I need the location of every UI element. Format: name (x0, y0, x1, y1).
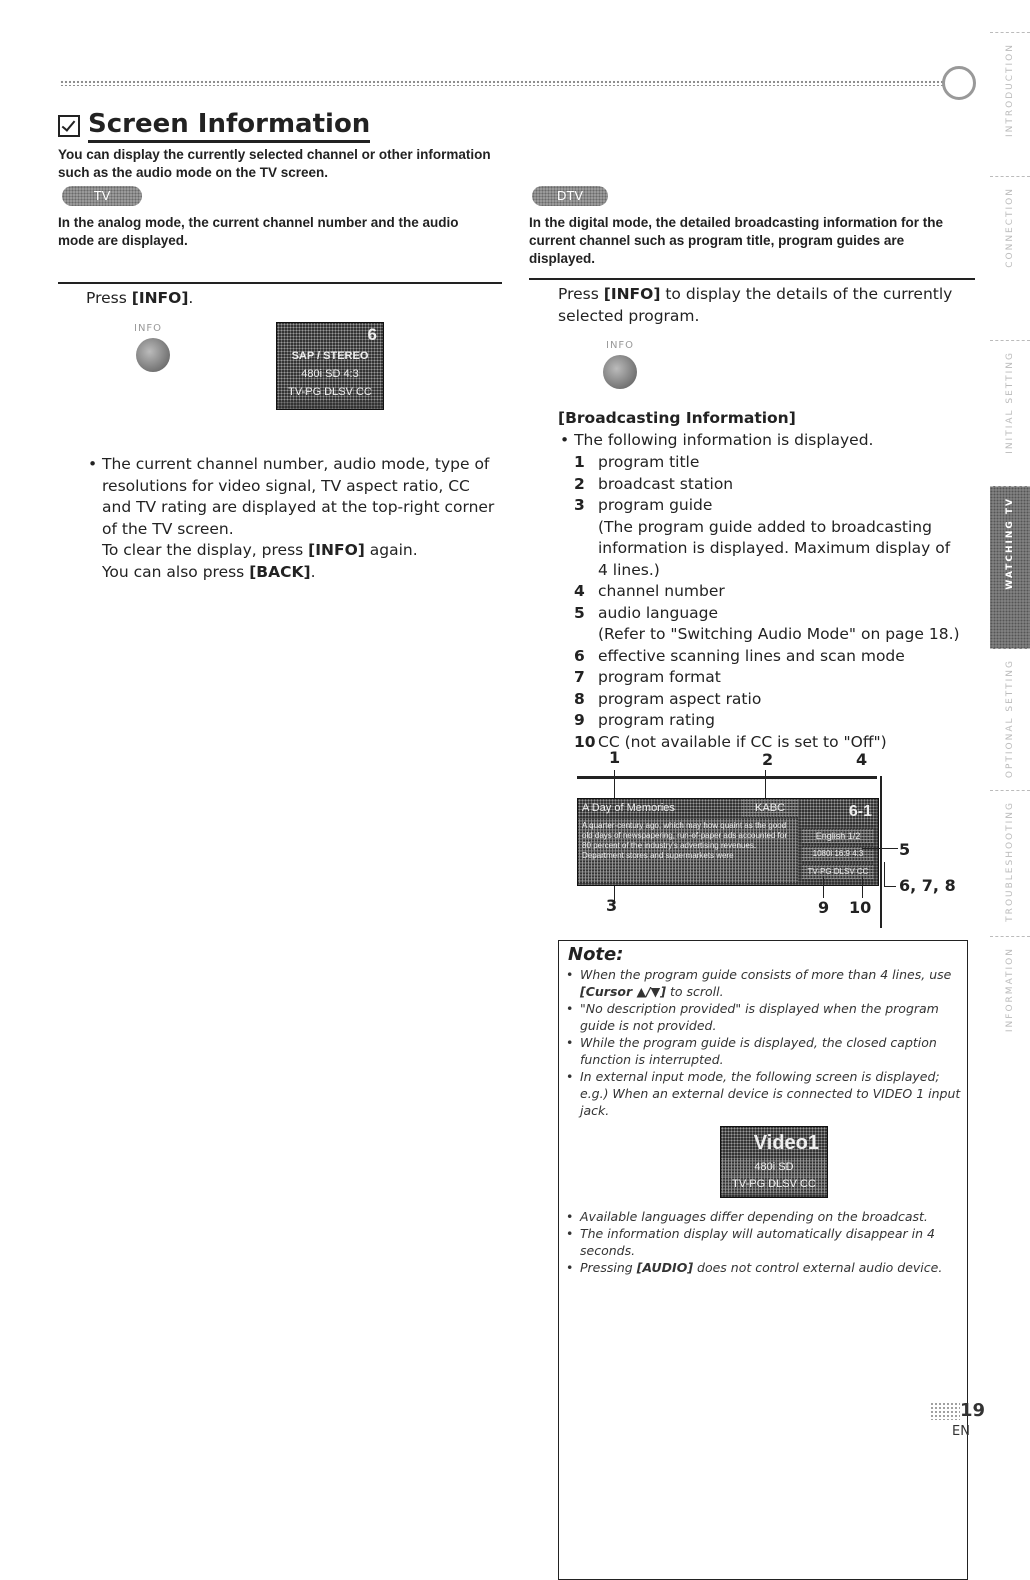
item-text: program title (598, 453, 700, 471)
item-number: 3 (574, 496, 585, 514)
bullet-dot: • (566, 967, 574, 982)
side-tab-watching-tv[interactable] (990, 486, 1030, 649)
broadcast-info-title: [Broadcasting Information] (558, 409, 796, 427)
bullet-dot: • (566, 1260, 574, 1275)
tv-badge: TV (62, 186, 142, 206)
note-text: "No description provided" is displayed when the program guide is not provided. (580, 1001, 939, 1033)
callout-1: 1 (609, 748, 621, 767)
page-number: 19 (960, 1400, 986, 1421)
broadcast-info-item (574, 581, 964, 603)
note-text: The information display will automatically disappear in 4 seconds. (580, 1226, 935, 1258)
side-tab-label: INITIAL SETTING (1005, 351, 1015, 454)
tv-info-label: INFO (134, 323, 163, 334)
bullet-dot: • (566, 1069, 574, 1084)
tv-screen-resolution: 480i SD 4:3 (277, 365, 383, 383)
note-item (566, 1000, 961, 1034)
callout-line-4 (880, 776, 882, 928)
side-tab-label: OPTIONAL SETTING (1005, 659, 1015, 779)
video1-title: Video1 (721, 1127, 827, 1159)
dtv-screen-title: A Day of Memories (578, 799, 742, 817)
bullet-dot: • (560, 431, 575, 449)
broadcast-info-item (574, 646, 964, 668)
item-number: 9 (574, 711, 585, 729)
tv-info-screen (276, 322, 384, 410)
note-item (566, 1034, 961, 1068)
title-row (58, 108, 370, 143)
side-tab-troubleshooting[interactable] (990, 790, 1030, 937)
dtv-screen-station: KABC (742, 799, 798, 817)
callout-9: 9 (818, 898, 830, 917)
note-item (566, 1259, 961, 1276)
note-item (566, 1208, 961, 1225)
callout-bracket-678 (884, 862, 885, 886)
item-number: 2 (574, 474, 585, 493)
checkbox-icon (58, 115, 80, 137)
tv-press-info: Press [INFO]. (86, 289, 194, 307)
bullet-dot: • (88, 455, 98, 473)
side-tab-initial-setting[interactable] (990, 340, 1030, 487)
item-text: effective scanning lines and scan mode (598, 646, 905, 665)
note-item (566, 1225, 961, 1259)
item-number: 4 (574, 582, 585, 600)
dtv-bullet (560, 430, 873, 452)
video1-resolution: 480i SD (721, 1159, 827, 1176)
dtv-screen-format: 1080i 16:9 4:3 (802, 847, 874, 861)
item-number: 7 (574, 668, 585, 686)
side-tab-introduction[interactable] (990, 32, 1030, 177)
callout-line-678 (884, 886, 896, 887)
tv-info-button-icon (136, 338, 170, 372)
video1-rating: TV-PG DLSV CC (721, 1176, 827, 1193)
item-number: 8 (574, 689, 585, 708)
dtv-screen-language: English 1/2 (802, 829, 874, 843)
page-title: Screen Information (88, 108, 370, 143)
note-text: In external input mode, the following screen is displayed; e.g.) When an external device is connected to VIDEO 1 input jack. (580, 1069, 961, 1118)
item-number: 10 (574, 732, 596, 751)
bullet-dot: • (566, 1035, 574, 1050)
broadcast-info-list (574, 452, 964, 753)
note-list-bottom (566, 1208, 961, 1276)
broadcast-info-item (574, 710, 964, 732)
note-text: While the program guide is displayed, the closed caption function is interrupted. (580, 1035, 937, 1067)
item-number: 6 (574, 646, 585, 665)
page-number-dots (930, 1402, 960, 1420)
broadcast-info-item (574, 603, 964, 625)
dtv-bullet-text: The following information is displayed. (574, 431, 874, 449)
dtv-info-screen (577, 798, 879, 886)
dtv-badge: DTV (532, 186, 608, 206)
dtv-screen-guide: A quarter-century ago, which may how quaint as the good old days of newspapering, run-of-paper ads accounted for 80 percent of the industry's advertising revenues. Department stores and supermarkets were (578, 819, 798, 883)
callout-line-10 (862, 876, 863, 898)
tv-screen-rating: TV-PG DLSV CC (277, 383, 383, 401)
item-text: (The program guide added to broadcasting information is displayed. Maximum display of 4 lines.) (598, 517, 951, 579)
dtv-screen-channel: 6-1 (800, 799, 876, 825)
side-tab-optional-setting[interactable] (990, 648, 1030, 791)
item-number: 1 (574, 453, 585, 471)
item-number: 5 (574, 603, 585, 622)
note-list-top (566, 966, 961, 1119)
note-heading: Note: (568, 944, 624, 965)
dtv-description: In the digital mode, the detailed broadcasting information for the current channel such as program title, program guides are displayed. (529, 215, 944, 266)
item-text: broadcast station (598, 474, 734, 493)
item-text: program aspect ratio (598, 689, 762, 708)
side-tab-label: WATCHING TV (1005, 497, 1015, 590)
dtv-press-info: Press [INFO] to display the details of the currently selected program. (558, 285, 953, 325)
intro-text: You can display the currently selected channel or other information such as the audio mode on the TV screen. (58, 147, 491, 180)
item-text: (Refer to "Switching Audio Mode" on page 18.) (598, 625, 960, 643)
item-text: program format (598, 668, 721, 686)
item-text: program rating (598, 711, 716, 729)
note-item (566, 1068, 961, 1119)
tv-bullet-text: The current channel number, audio mode, type of resolutions for video signal, TV aspect ratio, CC and TV rating are displayed at the top-right corner of the TV screen. (102, 455, 495, 538)
side-tab-label: CONNECTION (1005, 187, 1015, 268)
callout-10: 10 (849, 898, 872, 917)
callout-6-7-8: 6, 7, 8 (899, 876, 956, 895)
dtv-divider (529, 278, 975, 280)
dtv-info-label: INFO (606, 340, 635, 351)
broadcast-info-item (574, 517, 964, 582)
tv-description: In the analog mode, the current channel number and the audio mode are displayed. (58, 215, 459, 248)
side-tab-label: INFORMATION (1005, 947, 1015, 1033)
tv-clear-text: To clear the display, press [INFO] again. (102, 541, 418, 559)
top-circle-marker (942, 66, 976, 100)
dtv-info-button-icon (603, 355, 637, 389)
note-text: Pressing [AUDIO] does not control external audio device. (580, 1260, 943, 1275)
broadcast-info-item (574, 624, 964, 646)
page-language: EN (952, 1424, 970, 1439)
item-text: program guide (598, 496, 713, 514)
broadcast-info-item (574, 474, 964, 496)
callout-4: 4 (856, 750, 868, 769)
side-tab-information[interactable] (990, 936, 1030, 1093)
bullet-dot: • (566, 1209, 574, 1224)
callout-line-5 (862, 848, 898, 849)
note-text: When the program guide consists of more than 4 lines, use [Cursor ▲/▼] to scroll. (580, 967, 952, 999)
tv-screen-audio: SAP / STEREO (277, 347, 383, 365)
tv-back-text: You can also press [BACK]. (102, 562, 316, 581)
side-tab-label: INTRODUCTION (1005, 43, 1015, 137)
side-tab-label: TROUBLESHOOTING (1005, 801, 1015, 922)
bullet-dot: • (566, 1001, 574, 1016)
callout-5: 5 (899, 840, 911, 859)
broadcast-info-item (574, 495, 964, 517)
note-text: Available languages differ depending on the broadcast. (580, 1209, 928, 1224)
note-item (566, 966, 961, 1000)
callout-line-9 (823, 876, 824, 898)
dtv-screen-rating: TV-PG DLSV CC (802, 865, 874, 879)
side-tab-connection[interactable] (990, 176, 1030, 341)
tv-screen-channel: 6 (277, 323, 383, 347)
callout-3: 3 (606, 896, 618, 915)
callout-2: 2 (762, 750, 774, 769)
broadcast-info-item (574, 689, 964, 711)
diagram-top-line (577, 776, 877, 779)
item-text: CC (not available if CC is set to "Off") (598, 732, 887, 751)
tv-bullet (88, 454, 500, 583)
item-text: audio language (598, 603, 719, 622)
item-number (574, 624, 598, 646)
broadcast-info-item (574, 452, 964, 474)
top-dotted-rule (60, 80, 950, 86)
item-text: channel number (598, 582, 725, 600)
broadcast-info-item (574, 667, 964, 689)
video1-screen (720, 1126, 828, 1198)
bullet-dot: • (566, 1226, 574, 1241)
item-number (574, 517, 598, 582)
tv-divider (58, 282, 502, 284)
